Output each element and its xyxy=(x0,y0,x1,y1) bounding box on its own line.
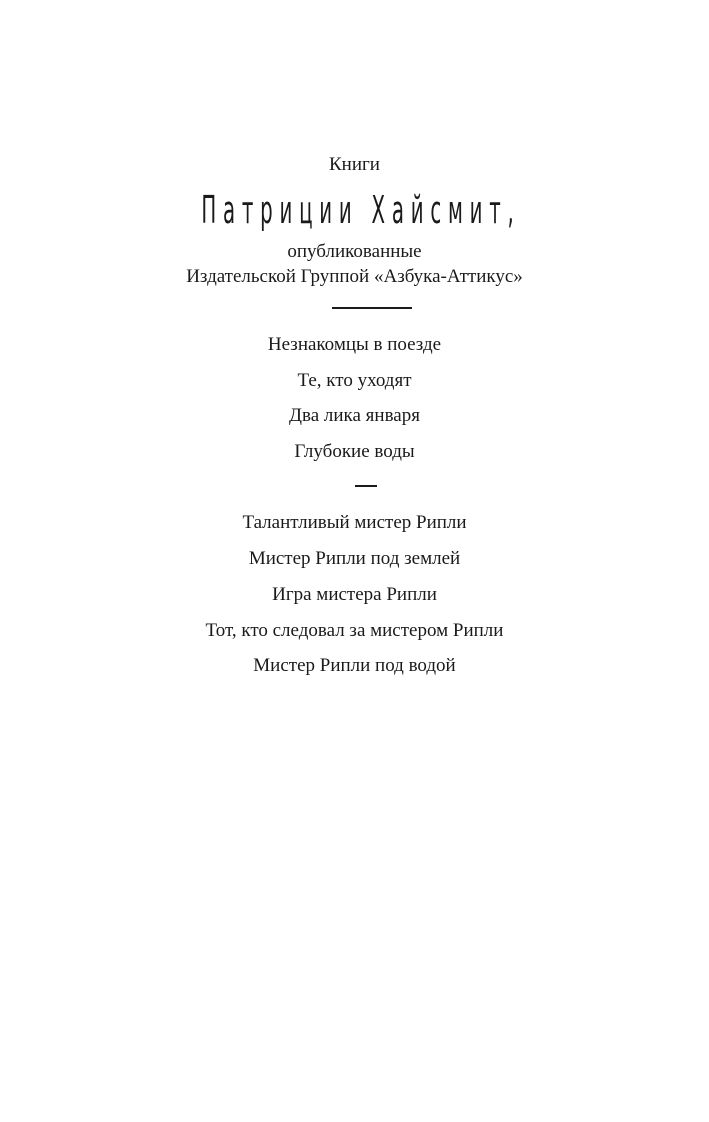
section-separator-dash xyxy=(355,485,377,487)
subtitle-line-2: Издательской Группой «Азбука-Аттикус» xyxy=(186,266,523,287)
divider-rule xyxy=(332,307,412,309)
author-name: Патриции Хайсмит, xyxy=(201,188,521,232)
book-title: Мистер Рипли под водой xyxy=(253,655,456,676)
pre-title: Книги xyxy=(329,154,380,175)
book-title: Талантливый мистер Рипли xyxy=(242,512,467,533)
book-title: Игра мистера Рипли xyxy=(272,584,437,605)
book-title: Тот, кто следовал за мистером Рипли xyxy=(205,620,504,641)
book-title: Незнакомцы в поезде xyxy=(267,334,442,355)
book-title: Те, кто уходят xyxy=(297,370,412,391)
book-title: Глубокие воды xyxy=(294,441,415,462)
subtitle-line-1: опубликованные xyxy=(287,241,422,262)
book-title: Мистер Рипли под землей xyxy=(248,548,461,569)
book-title: Два лика января xyxy=(289,405,420,426)
